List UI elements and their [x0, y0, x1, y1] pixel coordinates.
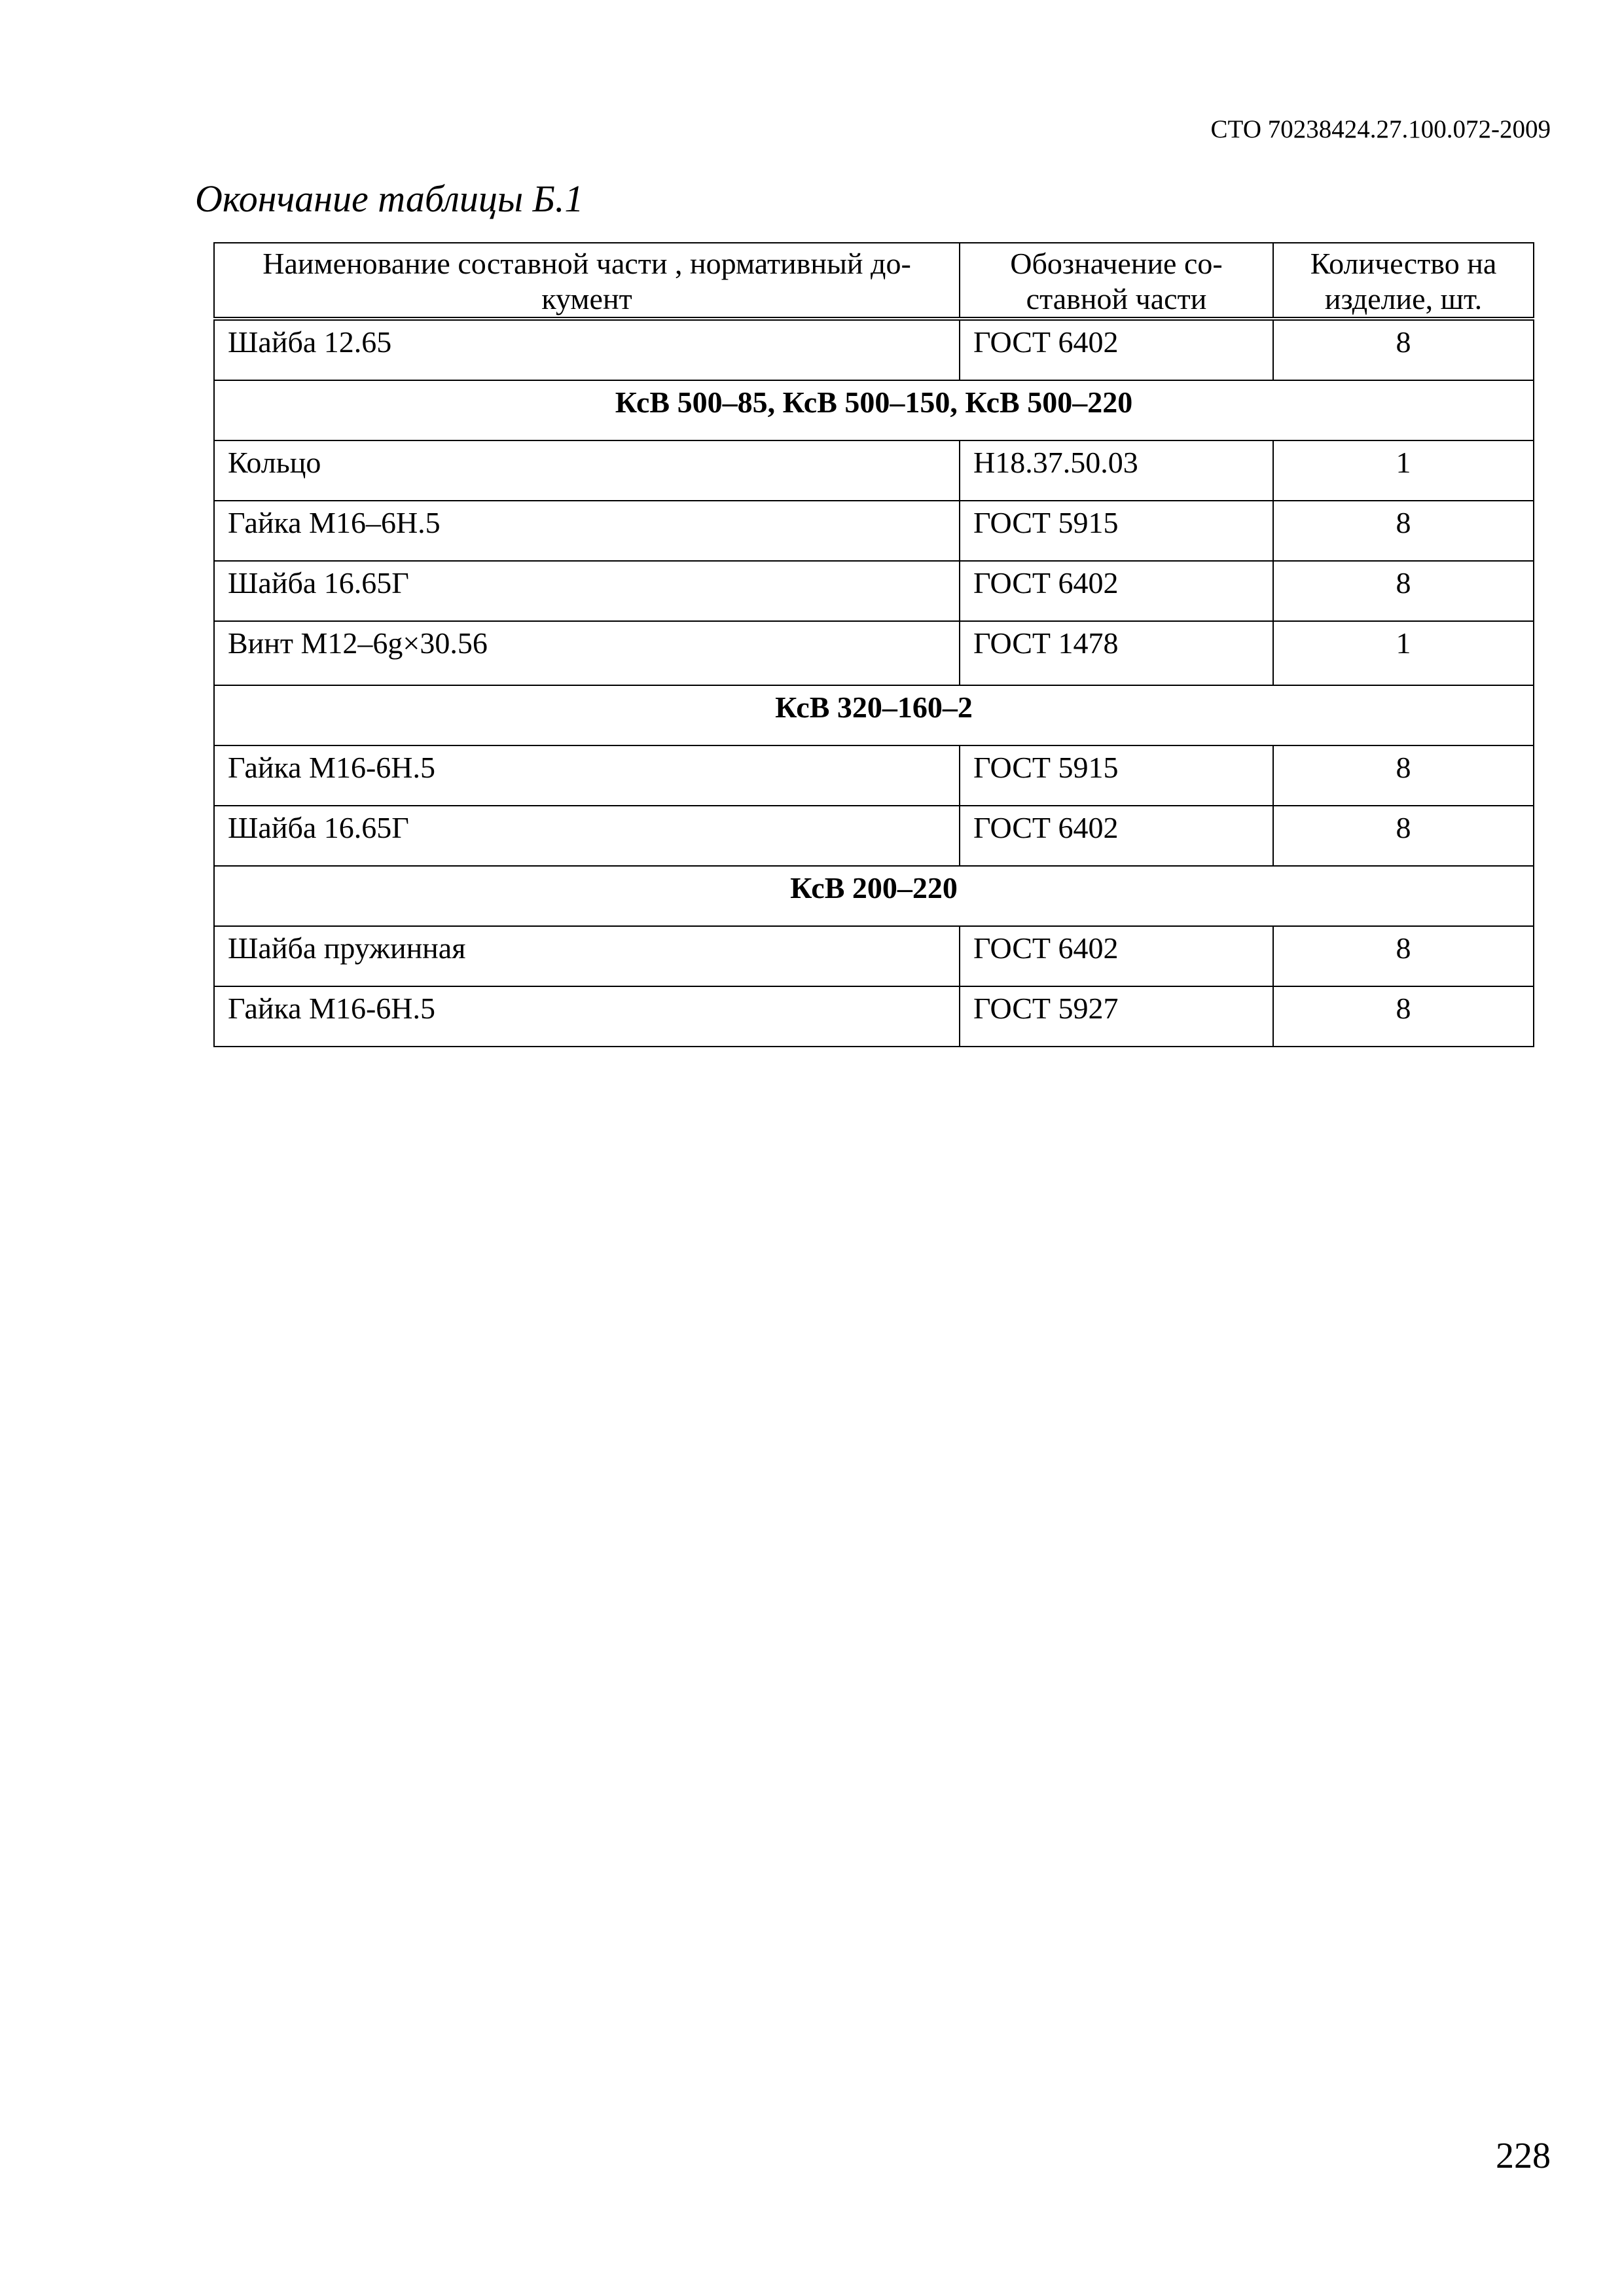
part-name-cell: Шайба пружинная [214, 926, 960, 986]
part-name-cell: Гайка М16–6Н.5 [214, 501, 960, 561]
designation-cell: ГОСТ 5927 [960, 986, 1273, 1047]
page-number: 228 [1496, 2136, 1551, 2176]
designation-cell: ГОСТ 6402 [960, 926, 1273, 986]
table-row [214, 561, 1534, 621]
table-row [214, 806, 1534, 866]
table-header [214, 243, 1534, 319]
components-table [213, 242, 1534, 1047]
table-row [214, 986, 1534, 1047]
table-row [214, 319, 1534, 380]
document-code: СТО 70238424.27.100.072-2009 [1210, 115, 1551, 143]
column-header-designation: Обозначение со-ставной части [960, 243, 1273, 319]
column-header-quantity: Количество на изделие, шт. [1273, 243, 1534, 319]
quantity-cell: 8 [1273, 501, 1534, 561]
table-row [214, 501, 1534, 561]
table-row [214, 621, 1534, 685]
designation-cell: ГОСТ 5915 [960, 745, 1273, 806]
quantity-cell: 8 [1273, 806, 1534, 866]
part-name-cell: Винт М12–6g×30.56 [214, 621, 960, 685]
group-row [214, 685, 1534, 745]
part-name-cell: Шайба 16.65Г [214, 561, 960, 621]
quantity-cell: 8 [1273, 926, 1534, 986]
group-row [214, 380, 1534, 440]
column-header-name: Наименование составной части , нормативный до-кумент [214, 243, 960, 319]
part-name-cell: Гайка М16-6Н.5 [214, 745, 960, 806]
group-heading: КсВ 200–220 [214, 866, 1534, 926]
designation-cell: ГОСТ 1478 [960, 621, 1273, 685]
header-row [214, 243, 1534, 319]
table-row [214, 440, 1534, 501]
table-body [214, 319, 1534, 1047]
table-caption: Окончание таблицы Б.1 [195, 177, 584, 220]
designation-cell: ГОСТ 5915 [960, 501, 1273, 561]
quantity-cell: 8 [1273, 561, 1534, 621]
part-name-cell: Шайба 12.65 [214, 319, 960, 380]
group-row [214, 866, 1534, 926]
part-name-cell: Гайка М16-6Н.5 [214, 986, 960, 1047]
table-row [214, 745, 1534, 806]
quantity-cell: 8 [1273, 319, 1534, 380]
designation-cell: ГОСТ 6402 [960, 319, 1273, 380]
group-heading: КсВ 320–160–2 [214, 685, 1534, 745]
quantity-cell: 8 [1273, 745, 1534, 806]
quantity-cell: 8 [1273, 986, 1534, 1047]
quantity-cell: 1 [1273, 440, 1534, 501]
designation-cell: ГОСТ 6402 [960, 561, 1273, 621]
part-name-cell: Кольцо [214, 440, 960, 501]
table-row [214, 926, 1534, 986]
designation-cell: ГОСТ 6402 [960, 806, 1273, 866]
quantity-cell: 1 [1273, 621, 1534, 685]
designation-cell: Н18.37.50.03 [960, 440, 1273, 501]
group-heading: КсВ 500–85, КсВ 500–150, КсВ 500–220 [214, 380, 1534, 440]
part-name-cell: Шайба 16.65Г [214, 806, 960, 866]
